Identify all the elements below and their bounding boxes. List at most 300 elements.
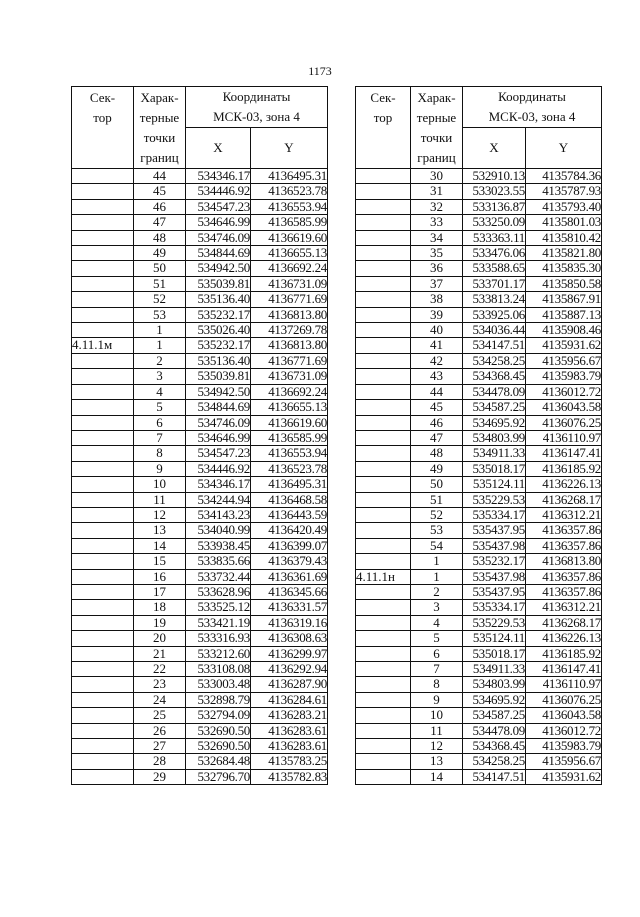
y-coordinate-cell: 4137269.78 xyxy=(251,323,328,338)
x-coordinate-cell: 533628.96 xyxy=(186,584,251,599)
x-coordinate-cell: 534346.17 xyxy=(186,169,251,184)
x-coordinate-cell: 532898.79 xyxy=(186,692,251,707)
x-coordinate-cell: 535232.17 xyxy=(463,554,526,569)
x-coordinate-cell: 534446.92 xyxy=(186,184,251,199)
x-coordinate-cell: 533316.93 xyxy=(186,631,251,646)
table-row xyxy=(72,430,328,445)
x-coordinate-cell: 534143.23 xyxy=(186,507,251,522)
header-y: Y xyxy=(526,128,602,169)
table-row xyxy=(72,554,328,569)
point-number-cell: 51 xyxy=(411,492,463,507)
y-coordinate-cell: 4136226.13 xyxy=(526,631,602,646)
table-row xyxy=(356,677,602,692)
x-coordinate-cell: 535334.17 xyxy=(463,507,526,522)
x-coordinate-cell: 535229.53 xyxy=(463,615,526,630)
y-coordinate-cell: 4136076.25 xyxy=(526,692,602,707)
sector-cell xyxy=(72,199,134,214)
y-coordinate-cell: 4136692.24 xyxy=(251,261,328,276)
sector-cell xyxy=(72,723,134,738)
point-number-cell: 37 xyxy=(411,276,463,291)
x-coordinate-cell: 532796.70 xyxy=(186,769,251,784)
y-coordinate-cell: 4136284.61 xyxy=(251,692,328,707)
point-number-cell: 20 xyxy=(134,631,186,646)
table-row xyxy=(356,338,602,353)
y-coordinate-cell: 4136379.43 xyxy=(251,554,328,569)
y-coordinate-cell: 4136443.59 xyxy=(251,507,328,522)
sector-cell xyxy=(72,523,134,538)
sector-cell xyxy=(72,538,134,553)
table-row xyxy=(356,384,602,399)
table-row xyxy=(356,307,602,322)
x-coordinate-cell: 534646.99 xyxy=(186,430,251,445)
point-number-cell: 1 xyxy=(134,338,186,353)
sector-cell xyxy=(72,276,134,291)
point-number-cell: 25 xyxy=(134,708,186,723)
sector-cell xyxy=(356,584,411,599)
x-coordinate-cell: 534147.51 xyxy=(463,769,526,784)
x-coordinate-cell: 535437.98 xyxy=(463,538,526,553)
y-coordinate-cell: 4136357.86 xyxy=(526,538,602,553)
point-number-cell: 48 xyxy=(411,446,463,461)
table-row xyxy=(72,384,328,399)
y-coordinate-cell: 4135783.25 xyxy=(251,754,328,769)
y-coordinate-cell: 4136185.92 xyxy=(526,461,602,476)
table-row xyxy=(356,615,602,630)
point-number-cell: 4 xyxy=(134,384,186,399)
table-row xyxy=(72,615,328,630)
coordinates-table-left xyxy=(71,86,328,785)
x-coordinate-cell: 534368.45 xyxy=(463,739,526,754)
point-number-cell: 34 xyxy=(411,230,463,245)
y-coordinate-cell: 4135983.79 xyxy=(526,739,602,754)
table-row xyxy=(356,507,602,522)
sector-cell xyxy=(356,600,411,615)
table-row xyxy=(356,323,602,338)
sector-cell xyxy=(356,769,411,784)
point-number-cell: 5 xyxy=(134,400,186,415)
x-coordinate-cell: 534646.99 xyxy=(186,215,251,230)
sector-cell xyxy=(356,477,411,492)
sector-cell xyxy=(72,646,134,661)
point-number-cell: 29 xyxy=(134,769,186,784)
point-number-cell: 38 xyxy=(411,292,463,307)
y-coordinate-cell: 4135793.40 xyxy=(526,199,602,214)
table-row xyxy=(72,446,328,461)
point-number-cell: 47 xyxy=(134,215,186,230)
x-coordinate-cell: 532794.09 xyxy=(186,708,251,723)
point-number-cell: 46 xyxy=(411,415,463,430)
point-number-cell: 45 xyxy=(411,400,463,415)
y-coordinate-cell: 4135782.83 xyxy=(251,769,328,784)
x-coordinate-cell: 534587.25 xyxy=(463,400,526,415)
header-x: X xyxy=(186,128,251,169)
sector-cell xyxy=(72,477,134,492)
table-row xyxy=(356,261,602,276)
table-row xyxy=(356,646,602,661)
sector-cell xyxy=(356,646,411,661)
y-coordinate-cell: 4136468.58 xyxy=(251,492,328,507)
x-coordinate-cell: 533701.17 xyxy=(463,276,526,291)
y-coordinate-cell: 4136308.63 xyxy=(251,631,328,646)
table-row xyxy=(72,261,328,276)
table-row xyxy=(356,569,602,584)
y-coordinate-cell: 4136495.31 xyxy=(251,477,328,492)
x-coordinate-cell: 535229.53 xyxy=(463,492,526,507)
table-row xyxy=(72,631,328,646)
x-coordinate-cell: 532910.13 xyxy=(463,169,526,184)
table-row xyxy=(72,323,328,338)
sector-cell xyxy=(72,754,134,769)
table-row xyxy=(72,569,328,584)
sector-cell: 4.11.1н xyxy=(356,569,411,584)
sector-cell xyxy=(356,338,411,353)
table-row xyxy=(356,353,602,368)
sector-cell xyxy=(72,708,134,723)
x-coordinate-cell: 534547.23 xyxy=(186,199,251,214)
y-coordinate-cell: 4136619.60 xyxy=(251,230,328,245)
table-row xyxy=(72,677,328,692)
point-number-cell: 3 xyxy=(411,600,463,615)
table-row xyxy=(356,415,602,430)
x-coordinate-cell: 535124.11 xyxy=(463,477,526,492)
point-number-cell: 28 xyxy=(134,754,186,769)
x-coordinate-cell: 535018.17 xyxy=(463,461,526,476)
y-coordinate-cell: 4136283.61 xyxy=(251,739,328,754)
point-number-cell: 6 xyxy=(411,646,463,661)
table-row xyxy=(72,523,328,538)
y-coordinate-cell: 4136319.16 xyxy=(251,615,328,630)
point-number-cell: 46 xyxy=(134,199,186,214)
table-row xyxy=(72,461,328,476)
header-points: Харак- терные точки границ xyxy=(411,87,463,169)
sector-cell xyxy=(356,492,411,507)
sector-cell xyxy=(72,554,134,569)
coordinates-table-right xyxy=(355,86,602,785)
y-coordinate-cell: 4136012.72 xyxy=(526,723,602,738)
sector-cell xyxy=(356,353,411,368)
table-row xyxy=(356,199,602,214)
y-coordinate-cell: 4136399.07 xyxy=(251,538,328,553)
x-coordinate-cell: 535124.11 xyxy=(463,631,526,646)
point-number-cell: 48 xyxy=(134,230,186,245)
y-coordinate-cell: 4136226.13 xyxy=(526,477,602,492)
x-coordinate-cell: 532690.50 xyxy=(186,723,251,738)
sector-cell xyxy=(72,569,134,584)
y-coordinate-cell: 4136110.97 xyxy=(526,430,602,445)
table-row xyxy=(356,461,602,476)
table-row xyxy=(72,369,328,384)
point-number-cell: 10 xyxy=(411,708,463,723)
point-number-cell: 6 xyxy=(134,415,186,430)
table-row xyxy=(72,507,328,522)
sector-cell xyxy=(356,754,411,769)
y-coordinate-cell: 4136043.58 xyxy=(526,400,602,415)
x-coordinate-cell: 534587.25 xyxy=(463,708,526,723)
x-coordinate-cell: 534478.09 xyxy=(463,384,526,399)
point-number-cell: 7 xyxy=(411,662,463,677)
table-row xyxy=(72,338,328,353)
y-coordinate-cell: 4136345.66 xyxy=(251,584,328,599)
y-coordinate-cell: 4136420.49 xyxy=(251,523,328,538)
header-points: Харак- терные точки границ xyxy=(134,87,186,169)
table-row xyxy=(356,492,602,507)
x-coordinate-cell: 533925.06 xyxy=(463,307,526,322)
table-row xyxy=(356,292,602,307)
y-coordinate-cell: 4136813.80 xyxy=(526,554,602,569)
y-coordinate-cell: 4135956.67 xyxy=(526,353,602,368)
table-row xyxy=(72,692,328,707)
table-row xyxy=(72,600,328,615)
table-row xyxy=(356,184,602,199)
sector-cell xyxy=(356,400,411,415)
point-number-cell: 4 xyxy=(411,615,463,630)
sector-cell xyxy=(72,446,134,461)
y-coordinate-cell: 4135810.42 xyxy=(526,230,602,245)
x-coordinate-cell: 535039.81 xyxy=(186,369,251,384)
point-number-cell: 33 xyxy=(411,215,463,230)
sector-cell xyxy=(72,461,134,476)
sector-cell xyxy=(356,323,411,338)
y-coordinate-cell: 4136553.94 xyxy=(251,199,328,214)
y-coordinate-cell: 4136043.58 xyxy=(526,708,602,723)
sector-cell: 4.11.1м xyxy=(72,338,134,353)
x-coordinate-cell: 534803.99 xyxy=(463,430,526,445)
table-row xyxy=(72,184,328,199)
y-coordinate-cell: 4136185.92 xyxy=(526,646,602,661)
x-coordinate-cell: 535334.17 xyxy=(463,600,526,615)
y-coordinate-cell: 4136147.41 xyxy=(526,446,602,461)
table-row xyxy=(356,538,602,553)
point-number-cell: 45 xyxy=(134,184,186,199)
sector-cell xyxy=(72,169,134,184)
sector-cell xyxy=(356,430,411,445)
point-number-cell: 8 xyxy=(411,677,463,692)
header-sector: Сек- тор xyxy=(356,87,411,169)
table-row xyxy=(72,723,328,738)
point-number-cell: 49 xyxy=(411,461,463,476)
x-coordinate-cell: 534368.45 xyxy=(463,369,526,384)
sector-cell xyxy=(356,507,411,522)
sector-cell xyxy=(356,461,411,476)
x-coordinate-cell: 532690.50 xyxy=(186,739,251,754)
y-coordinate-cell: 4136076.25 xyxy=(526,415,602,430)
y-coordinate-cell: 4136655.13 xyxy=(251,400,328,415)
sector-cell xyxy=(72,230,134,245)
y-coordinate-cell: 4136813.80 xyxy=(251,338,328,353)
table-row xyxy=(356,446,602,461)
table-row xyxy=(356,276,602,291)
sector-cell xyxy=(72,507,134,522)
point-number-cell: 11 xyxy=(134,492,186,507)
x-coordinate-cell: 535026.40 xyxy=(186,323,251,338)
point-number-cell: 1 xyxy=(134,323,186,338)
x-coordinate-cell: 533023.55 xyxy=(463,184,526,199)
point-number-cell: 53 xyxy=(134,307,186,322)
sector-cell xyxy=(72,184,134,199)
sector-cell xyxy=(72,692,134,707)
sector-cell xyxy=(356,307,411,322)
point-number-cell: 14 xyxy=(411,769,463,784)
point-number-cell: 12 xyxy=(134,507,186,522)
table-row xyxy=(356,584,602,599)
point-number-cell: 50 xyxy=(134,261,186,276)
x-coordinate-cell: 533525.12 xyxy=(186,600,251,615)
point-number-cell: 19 xyxy=(134,615,186,630)
table-row xyxy=(356,754,602,769)
y-coordinate-cell: 4136692.24 xyxy=(251,384,328,399)
sector-cell xyxy=(356,261,411,276)
table-row xyxy=(72,276,328,291)
point-number-cell: 5 xyxy=(411,631,463,646)
x-coordinate-cell: 535039.81 xyxy=(186,276,251,291)
x-coordinate-cell: 534036.44 xyxy=(463,323,526,338)
table-row xyxy=(356,692,602,707)
table-row xyxy=(72,215,328,230)
table-row xyxy=(72,292,328,307)
x-coordinate-cell: 532684.48 xyxy=(186,754,251,769)
x-coordinate-cell: 534844.69 xyxy=(186,400,251,415)
point-number-cell: 52 xyxy=(134,292,186,307)
sector-cell xyxy=(356,276,411,291)
point-number-cell: 53 xyxy=(411,523,463,538)
y-coordinate-cell: 4136585.99 xyxy=(251,430,328,445)
sector-cell xyxy=(356,230,411,245)
sector-cell xyxy=(356,723,411,738)
point-number-cell: 36 xyxy=(411,261,463,276)
point-number-cell: 22 xyxy=(134,662,186,677)
point-number-cell: 1 xyxy=(411,554,463,569)
header-y: Y xyxy=(251,128,328,169)
x-coordinate-cell: 534695.92 xyxy=(463,692,526,707)
sector-cell xyxy=(356,615,411,630)
x-coordinate-cell: 534547.23 xyxy=(186,446,251,461)
y-coordinate-cell: 4136619.60 xyxy=(251,415,328,430)
table-row xyxy=(72,307,328,322)
point-number-cell: 21 xyxy=(134,646,186,661)
x-coordinate-cell: 533108.08 xyxy=(186,662,251,677)
y-coordinate-cell: 4136357.86 xyxy=(526,523,602,538)
sector-cell xyxy=(72,600,134,615)
header-x: X xyxy=(463,128,526,169)
y-coordinate-cell: 4136495.31 xyxy=(251,169,328,184)
table-row xyxy=(72,662,328,677)
y-coordinate-cell: 4136771.69 xyxy=(251,353,328,368)
y-coordinate-cell: 4135908.46 xyxy=(526,323,602,338)
y-coordinate-cell: 4136312.21 xyxy=(526,507,602,522)
x-coordinate-cell: 535136.40 xyxy=(186,353,251,368)
y-coordinate-cell: 4135956.67 xyxy=(526,754,602,769)
point-number-cell: 35 xyxy=(411,246,463,261)
sector-cell xyxy=(356,739,411,754)
x-coordinate-cell: 534942.50 xyxy=(186,384,251,399)
table-row xyxy=(72,492,328,507)
point-number-cell: 16 xyxy=(134,569,186,584)
y-coordinate-cell: 4136553.94 xyxy=(251,446,328,461)
y-coordinate-cell: 4136268.17 xyxy=(526,492,602,507)
sector-cell xyxy=(356,446,411,461)
table-row xyxy=(72,708,328,723)
x-coordinate-cell: 533003.48 xyxy=(186,677,251,692)
sector-cell xyxy=(72,215,134,230)
table-row xyxy=(72,739,328,754)
sector-cell xyxy=(356,184,411,199)
y-coordinate-cell: 4136287.90 xyxy=(251,677,328,692)
y-coordinate-cell: 4136110.97 xyxy=(526,677,602,692)
x-coordinate-cell: 534147.51 xyxy=(463,338,526,353)
x-coordinate-cell: 534844.69 xyxy=(186,246,251,261)
table-row xyxy=(72,169,328,184)
sector-cell xyxy=(72,615,134,630)
table-row xyxy=(356,708,602,723)
y-coordinate-cell: 4136585.99 xyxy=(251,215,328,230)
point-number-cell: 39 xyxy=(411,307,463,322)
table-row xyxy=(356,215,602,230)
table-row xyxy=(72,477,328,492)
y-coordinate-cell: 4136357.86 xyxy=(526,569,602,584)
y-coordinate-cell: 4136292.94 xyxy=(251,662,328,677)
point-number-cell: 12 xyxy=(411,739,463,754)
point-number-cell: 8 xyxy=(134,446,186,461)
y-coordinate-cell: 4135887.13 xyxy=(526,307,602,322)
sector-cell xyxy=(356,662,411,677)
table-row xyxy=(356,430,602,445)
header-sector: Сек- тор xyxy=(72,87,134,169)
x-coordinate-cell: 533136.87 xyxy=(463,199,526,214)
x-coordinate-cell: 534803.99 xyxy=(463,677,526,692)
table-row xyxy=(356,600,602,615)
y-coordinate-cell: 4136331.57 xyxy=(251,600,328,615)
page-number: 1173 xyxy=(308,64,332,78)
sector-cell xyxy=(72,400,134,415)
x-coordinate-cell: 534746.09 xyxy=(186,415,251,430)
x-coordinate-cell: 535437.95 xyxy=(463,523,526,538)
point-number-cell: 3 xyxy=(134,369,186,384)
point-number-cell: 18 xyxy=(134,600,186,615)
sector-cell xyxy=(356,169,411,184)
point-number-cell: 23 xyxy=(134,677,186,692)
table-row xyxy=(356,739,602,754)
table-row xyxy=(72,769,328,784)
sector-cell xyxy=(72,261,134,276)
point-number-cell: 7 xyxy=(134,430,186,445)
y-coordinate-cell: 4135835.30 xyxy=(526,261,602,276)
sector-cell xyxy=(72,430,134,445)
x-coordinate-cell: 534446.92 xyxy=(186,461,251,476)
table-row xyxy=(72,415,328,430)
sector-cell xyxy=(72,292,134,307)
sector-cell xyxy=(356,523,411,538)
point-number-cell: 30 xyxy=(411,169,463,184)
y-coordinate-cell: 4135784.36 xyxy=(526,169,602,184)
point-number-cell: 9 xyxy=(411,692,463,707)
sector-cell xyxy=(356,538,411,553)
table-row xyxy=(72,230,328,245)
point-number-cell: 51 xyxy=(134,276,186,291)
point-number-cell: 49 xyxy=(134,246,186,261)
y-coordinate-cell: 4136731.09 xyxy=(251,369,328,384)
sector-cell xyxy=(356,199,411,214)
sector-cell xyxy=(72,492,134,507)
x-coordinate-cell: 535232.17 xyxy=(186,338,251,353)
table-row xyxy=(72,646,328,661)
point-number-cell: 27 xyxy=(134,739,186,754)
sector-cell xyxy=(72,662,134,677)
x-coordinate-cell: 533835.66 xyxy=(186,554,251,569)
point-number-cell: 31 xyxy=(411,184,463,199)
x-coordinate-cell: 535437.98 xyxy=(463,569,526,584)
y-coordinate-cell: 4136771.69 xyxy=(251,292,328,307)
table-row xyxy=(72,400,328,415)
